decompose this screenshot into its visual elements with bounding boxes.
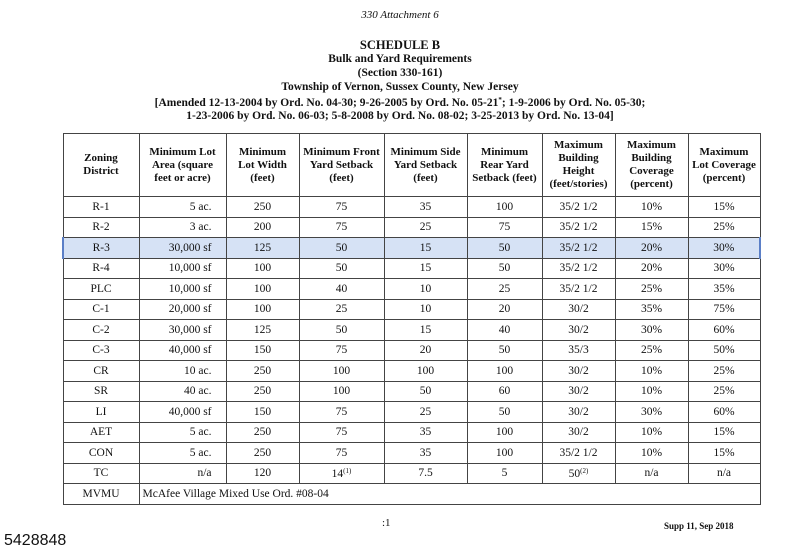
table-cell: 100	[299, 361, 384, 382]
table-cell: 30/2	[542, 320, 615, 341]
table-row	[63, 299, 760, 320]
table-cell: 30%	[688, 258, 760, 279]
table-cell: 35/2 1/2	[542, 279, 615, 300]
table-cell: 250	[226, 361, 299, 382]
table-cell: 50	[467, 238, 542, 259]
zoning-district-cell: C-3	[63, 340, 139, 361]
table-cell: 60	[467, 381, 542, 402]
table-cell: 20%	[615, 238, 688, 259]
zoning-district-cell: MVMU	[63, 484, 139, 505]
zoning-district-cell: R-1	[63, 197, 139, 218]
table-cell: 50	[467, 258, 542, 279]
table-cell: 10,000 sf	[139, 258, 226, 279]
table-cell	[384, 463, 467, 484]
table-cell: 10%	[615, 197, 688, 218]
zoning-district-cell	[63, 463, 139, 484]
column-header: Maximum Building Height (feet/stories)	[542, 134, 615, 197]
table-cell: 50%	[688, 340, 760, 361]
table-cell: 25	[299, 299, 384, 320]
table-cell: 40 ac.	[139, 381, 226, 402]
table-cell: 35%	[615, 299, 688, 320]
table-cell: 35/2 1/2	[542, 258, 615, 279]
zoning-district-cell: PLC	[63, 279, 139, 300]
table-cell: 40,000 sf	[139, 402, 226, 423]
table-cell: 75	[299, 340, 384, 361]
cell-value: 5	[501, 467, 508, 480]
zoning-district-cell: CON	[63, 443, 139, 464]
zoning-district-cell: LI	[63, 402, 139, 423]
table-cell: 25	[384, 217, 467, 238]
table-row	[63, 340, 760, 361]
schedule-subtitle: Bulk and Yard Requirements	[328, 53, 472, 65]
table-cell: 35%	[688, 279, 760, 300]
table-cell: 75	[299, 422, 384, 443]
cell-value: 7.5	[418, 467, 433, 480]
zoning-district-cell: C-2	[63, 320, 139, 341]
table-cell: 60%	[688, 402, 760, 423]
page-number: :1	[382, 517, 391, 529]
table-row	[63, 258, 760, 279]
table-cell: 50	[299, 258, 384, 279]
table-row	[63, 217, 760, 238]
table-cell: 15%	[688, 422, 760, 443]
table-cell: 35	[384, 197, 467, 218]
cell-value: 120	[253, 467, 272, 480]
cell-value: TC	[93, 467, 109, 480]
table-cell: 25%	[688, 217, 760, 238]
table-cell: 100	[467, 422, 542, 443]
footnote-marker: (1)	[343, 466, 352, 475]
table-cell: 30/2	[542, 402, 615, 423]
cell-value: n/a	[644, 467, 659, 480]
table-cell: 75%	[688, 299, 760, 320]
table-cell: 15	[384, 320, 467, 341]
table-cell: 75	[299, 217, 384, 238]
attachment-label: 330 Attachment 6	[361, 9, 439, 21]
column-header: Minimum Lot Width (feet)	[226, 134, 299, 197]
table-cell: 10%	[615, 422, 688, 443]
schedule-title: SCHEDULE B	[359, 38, 441, 52]
table-cell: 15%	[615, 217, 688, 238]
table-cell: 100	[299, 381, 384, 402]
table-cell: 100	[226, 258, 299, 279]
table-cell: 250	[226, 422, 299, 443]
table-cell: 50	[384, 381, 467, 402]
table-cell: 25%	[688, 361, 760, 382]
zoning-district-cell: SR	[63, 381, 139, 402]
table-cell: 10	[384, 299, 467, 320]
table-cell: 35/3	[542, 340, 615, 361]
table-cell: 10	[384, 279, 467, 300]
cell-value: n/a	[197, 467, 212, 480]
table-row	[63, 463, 760, 484]
supplement-date: Supp 11, Sep 2018	[664, 521, 734, 531]
table-cell	[615, 463, 688, 484]
table-cell: 15%	[688, 443, 760, 464]
column-header: Minimum Rear Yard Setback (feet)	[467, 134, 542, 197]
table-cell: 20	[384, 340, 467, 361]
table-cell: 30/2	[542, 422, 615, 443]
table-cell: 75	[467, 217, 542, 238]
cell-value: n/a	[716, 467, 732, 480]
column-header: Minimum Lot Area (square feet or acre)	[139, 134, 226, 197]
table-cell	[299, 463, 384, 484]
zoning-district-cell: C-1	[63, 299, 139, 320]
table-cell: 35/2 1/2	[542, 197, 615, 218]
table-header-row	[63, 134, 760, 197]
table-cell: 25%	[615, 340, 688, 361]
table-cell: 35/2 1/2	[542, 443, 615, 464]
column-header: Zoning District	[63, 134, 139, 197]
table-cell	[467, 463, 542, 484]
table-cell: 10%	[615, 443, 688, 464]
zoning-district-cell: CR	[63, 361, 139, 382]
table-cell: 15	[384, 238, 467, 259]
table-cell: 100	[467, 443, 542, 464]
table-cell: 50	[467, 340, 542, 361]
table-cell: 50	[299, 238, 384, 259]
zoning-district-cell: R-3	[63, 238, 139, 259]
table-cell: 25	[467, 279, 542, 300]
listing-id: 5428848	[4, 532, 67, 549]
table-row	[63, 422, 760, 443]
table-cell: 15	[384, 258, 467, 279]
table-cell: 100	[467, 197, 542, 218]
cell-value: 50	[568, 467, 581, 480]
table-row	[63, 238, 760, 259]
amendment-asterisk: *	[498, 96, 502, 104]
table-cell: 40,000 sf	[139, 340, 226, 361]
table-cell: 100	[226, 279, 299, 300]
amendments-line-1	[0, 96, 800, 109]
table-cell: 100	[384, 361, 467, 382]
table-cell: 35/2 1/2	[542, 238, 615, 259]
table-cell: 100	[226, 299, 299, 320]
table-cell: 5 ac.	[139, 443, 226, 464]
table-cell: 150	[226, 402, 299, 423]
table-cell: 200	[226, 217, 299, 238]
footnote-marker: (2)	[580, 466, 589, 475]
table-body	[63, 197, 760, 505]
table-cell: 35	[384, 422, 467, 443]
cell-value: 14	[331, 467, 344, 480]
table-row	[63, 381, 760, 402]
table-cell: 250	[226, 197, 299, 218]
table-cell: 10,000 sf	[139, 279, 226, 300]
table-cell: 40	[467, 320, 542, 341]
table-cell: 20%	[615, 258, 688, 279]
table-cell: 100	[467, 361, 542, 382]
table-cell: 30%	[688, 238, 760, 259]
table-cell: 10 ac.	[139, 361, 226, 382]
table-cell: 20,000 sf	[139, 299, 226, 320]
table-cell: 75	[299, 443, 384, 464]
table-cell: 30%	[615, 402, 688, 423]
table-cell: 30,000 sf	[139, 238, 226, 259]
table-cell: 125	[226, 320, 299, 341]
table-row	[63, 320, 760, 341]
mvmu-description-cell: McAfee Village Mixed Use Ord. #08-04	[139, 484, 760, 505]
table-cell: 3 ac.	[139, 217, 226, 238]
table-cell: 5 ac.	[139, 422, 226, 443]
table-row	[63, 402, 760, 423]
table-row	[63, 279, 760, 300]
table-cell: 75	[299, 197, 384, 218]
table-cell: 50	[467, 402, 542, 423]
column-header: Minimum Side Yard Setback (feet)	[384, 134, 467, 197]
amendments-line-2: 1-23-2006 by Ord. No. 06-03; 5-8-2008 by Ord. No. 08-02; 3-25-2013 by Ord. No. 13-04]	[186, 110, 614, 122]
table-cell: 30%	[615, 320, 688, 341]
table-cell: 15%	[688, 197, 760, 218]
township-name: Township of Vernon, Sussex County, New Jersey	[281, 81, 519, 93]
table-cell: 125	[226, 238, 299, 259]
column-header: Maximum Building Coverage (percent)	[615, 134, 688, 197]
table-cell: 30/2	[542, 361, 615, 382]
amendments-text-a: [Amended 12-13-2004 by Ord. No. 04-30; 9-26-2005 by Ord. No. 05-21	[154, 97, 499, 109]
table-cell: 250	[226, 443, 299, 464]
table-row	[63, 443, 760, 464]
table-cell: 25%	[615, 279, 688, 300]
table-cell: 10%	[615, 361, 688, 382]
table-cell: 30,000 sf	[139, 320, 226, 341]
table-cell: 20	[467, 299, 542, 320]
table-cell: 35	[384, 443, 467, 464]
table-cell: 35/2 1/2	[542, 217, 615, 238]
table-cell	[688, 463, 760, 484]
table-cell: 40	[299, 279, 384, 300]
bulk-yard-table	[62, 133, 761, 505]
table-cell: 10%	[615, 381, 688, 402]
table-cell	[226, 463, 299, 484]
table-row	[63, 197, 760, 218]
table-cell: 60%	[688, 320, 760, 341]
table-cell: 30/2	[542, 299, 615, 320]
table-cell: 25	[384, 402, 467, 423]
table-cell: 50	[299, 320, 384, 341]
table-cell: 25%	[688, 381, 760, 402]
column-header: Maximum Lot Coverage (percent)	[688, 134, 760, 197]
section-reference: (Section 330-161)	[357, 67, 443, 79]
amendments-text-b: ; 1-9-2006 by Ord. No. 05-30;	[501, 97, 646, 109]
table-cell: 150	[226, 340, 299, 361]
table-cell: 75	[299, 402, 384, 423]
zoning-district-cell: R-2	[63, 217, 139, 238]
table-row	[63, 484, 760, 505]
table-row	[63, 361, 760, 382]
table-cell	[542, 463, 615, 484]
table-cell: 5 ac.	[139, 197, 226, 218]
table-cell: 250	[226, 381, 299, 402]
table-cell: 30/2	[542, 381, 615, 402]
zoning-district-cell: AET	[63, 422, 139, 443]
table-cell	[139, 463, 226, 484]
zoning-district-cell: R-4	[63, 258, 139, 279]
column-header: Minimum Front Yard Setback (feet)	[299, 134, 384, 197]
